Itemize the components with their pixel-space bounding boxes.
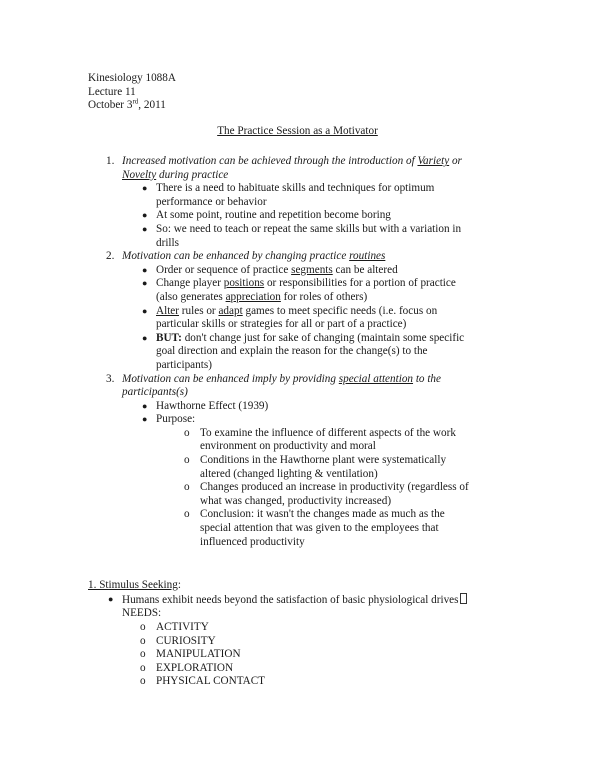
sub-list-item: o Changes produced an increase in productivity (regardless of xyxy=(184,481,469,494)
section-gap xyxy=(88,549,508,564)
sub-list-item: o To examine the influence of different aspects of the work xyxy=(184,426,456,439)
item-heading: Motivation can be enhanced by changing practice routines xyxy=(122,250,386,263)
main-content xyxy=(88,155,508,689)
sub-list-item: o Conditions in the Hawthorne plant were systematically xyxy=(184,454,447,467)
circle-bullet-icon: o xyxy=(184,454,190,467)
circle-bullet-icon: o xyxy=(184,426,190,439)
sub-list-item: o CURIOSITY xyxy=(140,634,216,647)
item-heading-cont: participants(s) xyxy=(122,386,188,399)
list-item-cont: drills xyxy=(156,236,179,249)
lecture-date: October 3rd, 2011 xyxy=(88,97,166,112)
section-gap xyxy=(88,564,508,579)
bullet-icon: ● xyxy=(142,183,148,194)
bullet-icon: ● xyxy=(142,414,148,425)
section-heading: 1. Stimulus Seeking: xyxy=(88,579,181,592)
item-heading: Motivation can be enhanced imply by providing special attention to the xyxy=(122,372,441,385)
list-item-cont: performance or behavior xyxy=(156,195,267,208)
sub-list-item-cont: special attention that was given to the employees that xyxy=(200,522,439,535)
list-item: ● Order or sequence of practice segments can be altered xyxy=(142,263,398,276)
circle-bullet-icon: o xyxy=(184,481,190,494)
sub-list-item-cont: what was changed, productivity increased) xyxy=(200,494,392,507)
bullet-icon: ● xyxy=(142,210,148,221)
numbered-item-1 xyxy=(88,155,508,182)
sub-list-item: o PHYSICAL CONTACT xyxy=(140,675,266,688)
circle-bullet-icon: o xyxy=(140,661,146,674)
sub-list-item-cont: influenced productivity xyxy=(200,535,305,548)
list-item-cont: participants) xyxy=(156,358,212,371)
circle-bullet-icon: o xyxy=(184,508,190,521)
bullet-icon: ● xyxy=(142,400,148,411)
circle-bullet-icon: o xyxy=(140,621,146,633)
bullet-icon: ● xyxy=(142,278,148,289)
item-heading-cont: Novelty during practice xyxy=(122,168,229,181)
numbered-item-2 xyxy=(88,250,508,264)
list-item: ● Change player positions or responsibilities for a portion of practice xyxy=(142,277,456,290)
list-item: ● At some point, routine and repetition become boring xyxy=(142,209,391,222)
circle-bullet-icon: o xyxy=(140,648,146,661)
list-item: ● BUT: don't change just for sake of changing (maintain some specific xyxy=(142,331,465,344)
sub-list-item: o EXPLORATION xyxy=(140,661,234,674)
document-title: The Practice Session as a Motivator xyxy=(217,125,378,137)
item-heading: Increased motivation can be achieved through the introduction of Variety or xyxy=(122,155,462,167)
item-number: 1. xyxy=(106,155,115,167)
list-item-cont: particular skills or strategies for all or part of a practice) xyxy=(156,318,407,331)
list-item-cont: goal direction and explain the reason for the change(s) to the xyxy=(156,345,428,358)
item-number: 3. xyxy=(106,372,115,385)
list-item: ● Humans exhibit needs beyond the satisfaction of basic physiological drives xyxy=(88,593,508,608)
sub-list-item: o Conclusion: it wasn't the changes made as much as the xyxy=(184,508,445,521)
item-number: 2. xyxy=(106,250,115,263)
bullet-icon: ● xyxy=(108,593,114,604)
sub-list-item: o MANIPULATION xyxy=(140,648,241,661)
sub-list-item-cont: environment on productivity and moral xyxy=(200,440,376,453)
missing-glyph-arrow-icon xyxy=(460,593,467,604)
list-item: ● Hawthorne Effect (1939) xyxy=(142,399,269,412)
bullet-icon: ● xyxy=(142,223,148,234)
numbered-item-3 xyxy=(88,373,508,400)
bullet-icon: ● xyxy=(142,332,148,343)
course-name: Kinesiology 1088A xyxy=(88,72,176,84)
bullet-icon: ● xyxy=(142,264,148,275)
list-item: ● So: we need to teach or repeat the same skills but with a variation in xyxy=(142,222,462,235)
document-header xyxy=(88,72,176,113)
sub-list-item-cont: altered (changed lighting & ventilation) xyxy=(200,467,378,480)
list-item: ● There is a need to habituate skills and techniques for optimum xyxy=(142,182,435,195)
list-item: ● Alter rules or adapt games to meet specific needs (i.e. focus on xyxy=(142,304,438,317)
bullet-icon: ● xyxy=(142,305,148,316)
sub-list-item: o ACTIVITY xyxy=(140,621,209,633)
circle-bullet-icon: o xyxy=(140,675,146,688)
circle-bullet-icon: o xyxy=(140,634,146,647)
list-item: ● Purpose: xyxy=(142,413,196,426)
lecture-number: Lecture 11 xyxy=(88,85,136,98)
list-item-cont: NEEDS: xyxy=(122,607,162,620)
list-item-cont: (also generates appreciation for roles of others) xyxy=(156,290,368,303)
